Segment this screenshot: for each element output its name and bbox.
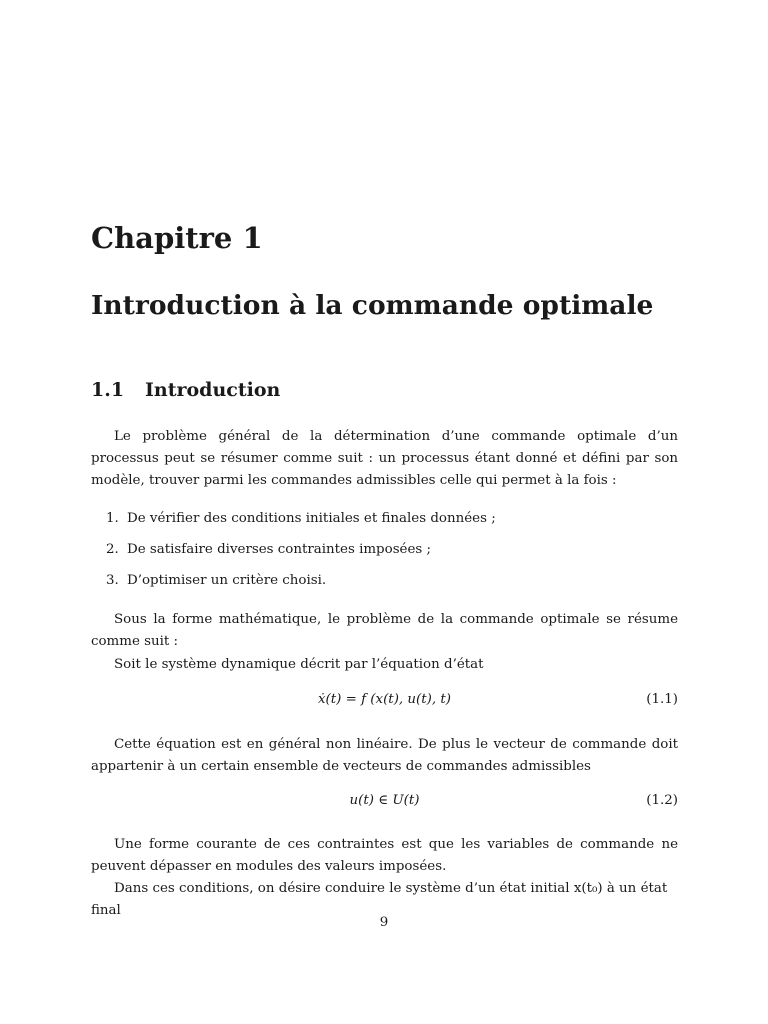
equation-1-2: [91, 793, 678, 815]
paragraph-constraints: Une forme courante de ces contraintes est que les variables de commande ne peuvent dépasser en modules des valeurs imposées.: [91, 837, 678, 874]
paragraph-math-form: Sous la forme mathématique, le problème de la commande optimale se résume comme suit :: [91, 612, 678, 649]
paragraph-system: Soit le système dynamique décrit par l’équation d’état: [114, 657, 484, 672]
paragraph-conditions: Dans ces conditions, on désire conduire le système d’un état initial x(t₀) à un état final: [91, 881, 668, 918]
equation-1-1: [91, 692, 678, 714]
equation-number: (1.1): [646, 692, 678, 707]
chapter-title: Introduction à la commande optimale: [91, 290, 654, 321]
list-item: [106, 540, 431, 560]
equation-number: (1.2): [646, 793, 678, 808]
section-heading: [91, 379, 280, 401]
list-item: [106, 509, 496, 529]
list-marker: 1.: [106, 511, 119, 526]
list-item: [106, 571, 326, 591]
page-number: 9: [379, 915, 389, 930]
paragraph-nonlinear: Cette équation est en général non linéaire. De plus le vecteur de commande doit appartenir à un certain ensemble de vecteurs de commandes admissibles: [91, 737, 678, 774]
section-number: 1.1: [91, 379, 125, 401]
equation-expression: u(t) ∈ U(t): [349, 793, 420, 808]
paragraph-intro: Le problème général de la détermination d’une commande optimale d’un processus peut se résumer comme suit : un processus étant donné et défini par son modèle, trouver parmi les commandes admissibles celle qui permet à la fois :: [91, 429, 678, 488]
chapter-label: Chapitre 1: [91, 221, 263, 255]
equation-expression: ẋ(t) = f (x(t), u(t), t): [317, 692, 452, 707]
section-title: Introduction: [145, 379, 281, 401]
list-item-text: De vérifier des conditions initiales et finales données ;: [127, 511, 496, 526]
list-marker: 2.: [106, 542, 119, 557]
list-item-text: De satisfaire diverses contraintes imposées ;: [127, 542, 432, 557]
list-marker: 3.: [106, 573, 119, 588]
list-item-text: D’optimiser un critère choisi.: [127, 573, 327, 588]
